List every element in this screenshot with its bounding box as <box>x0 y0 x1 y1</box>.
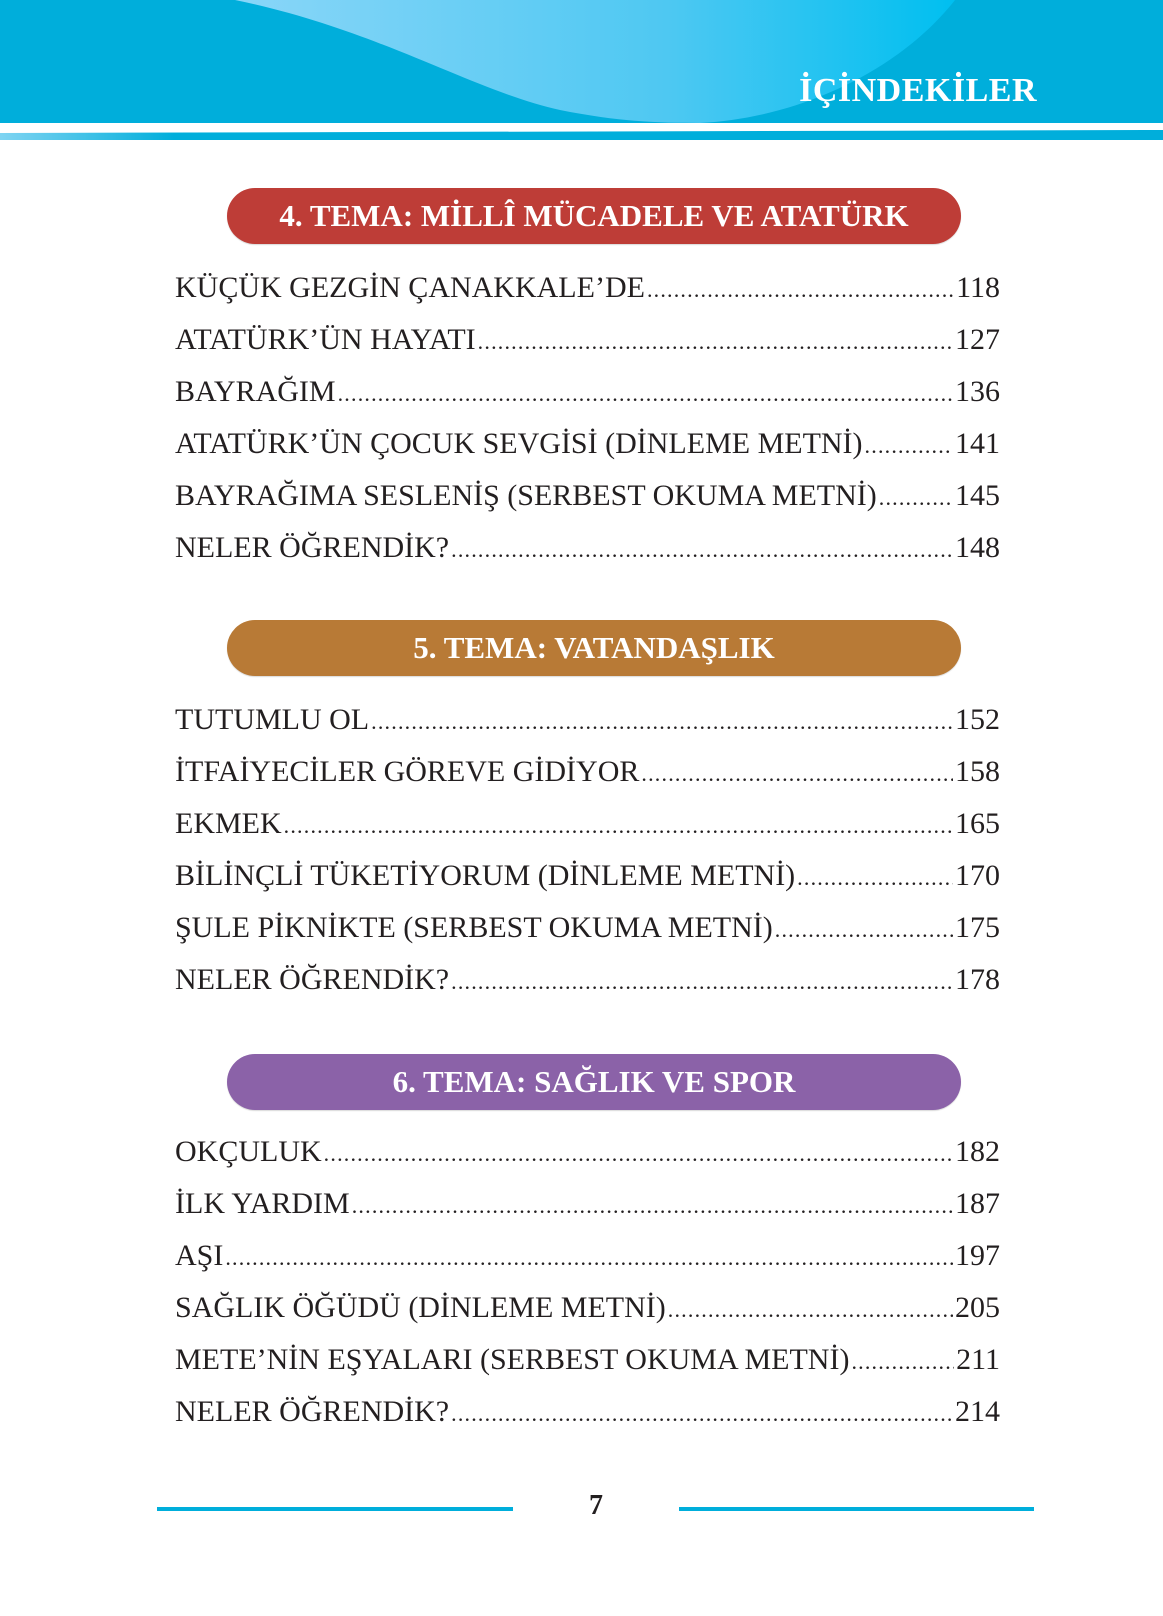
entry-page: 211 <box>956 1343 1000 1376</box>
theme-5-header: 5. TEMA: VATANDAŞLIK <box>227 620 961 676</box>
dot-leader <box>225 1238 953 1278</box>
entry-page: 197 <box>955 1239 1000 1272</box>
entry-page: 178 <box>955 963 1000 996</box>
theme-4-header: 4. TEMA: MİLLÎ MÜCADELE VE ATATÜRK <box>227 188 961 244</box>
theme-6-header: 6. TEMA: SAĞLIK VE SPOR <box>227 1054 961 1110</box>
dot-leader <box>641 754 953 794</box>
toc-entry[interactable] <box>175 1340 1000 1380</box>
dot-leader <box>284 806 953 846</box>
toc-entry[interactable] <box>175 476 1000 516</box>
entry-title: BAYRAĞIMA SESLENİŞ (SERBEST OKUMA METNİ) <box>175 479 877 512</box>
dot-leader <box>775 910 953 950</box>
dot-leader <box>865 426 953 466</box>
entry-page: 127 <box>955 323 1000 356</box>
dot-leader <box>797 858 953 898</box>
page-title: İÇİNDEKİLER <box>799 72 1037 109</box>
entry-title: BAYRAĞIM <box>175 375 336 408</box>
toc-entry[interactable] <box>175 1288 1000 1328</box>
entry-page: 148 <box>955 531 1000 564</box>
dot-leader <box>324 1134 953 1174</box>
toc-entry[interactable] <box>175 960 1000 1000</box>
toc-entry[interactable] <box>175 856 1000 896</box>
entry-page: 187 <box>955 1187 1000 1220</box>
dot-leader <box>451 530 953 570</box>
footer-rule-right <box>679 1507 1034 1511</box>
entry-page: 141 <box>955 427 1000 460</box>
entry-title: TUTUMLU OL <box>175 703 370 736</box>
toc-entry[interactable] <box>175 268 1000 308</box>
dot-leader <box>851 1342 954 1382</box>
toc-entry[interactable] <box>175 424 1000 464</box>
entry-title: İTFAİYECİLER GÖREVE GİDİYOR <box>175 755 640 788</box>
toc-entry[interactable] <box>175 320 1000 360</box>
entry-title: SAĞLIK ÖĞÜDÜ (DİNLEME METNİ) <box>175 1291 666 1324</box>
entry-page: 118 <box>956 271 1000 304</box>
dot-leader <box>451 1394 953 1434</box>
toc-entry[interactable] <box>175 372 1000 412</box>
entry-page: 152 <box>955 703 1000 736</box>
entry-title: OKÇULUK <box>175 1135 322 1168</box>
toc-entry[interactable] <box>175 752 1000 792</box>
dot-leader <box>338 374 953 414</box>
toc-entry[interactable] <box>175 700 1000 740</box>
dot-leader <box>371 702 953 742</box>
dot-leader <box>668 1290 953 1330</box>
dot-leader <box>451 962 953 1002</box>
entry-page: 182 <box>955 1135 1000 1168</box>
entry-page: 214 <box>955 1395 1000 1428</box>
entry-title: ATATÜRK’ÜN HAYATI <box>175 323 476 356</box>
entry-title: EKMEK <box>175 807 282 840</box>
entry-page: 170 <box>955 859 1000 892</box>
dot-leader <box>478 322 953 362</box>
entry-page: 175 <box>955 911 1000 944</box>
entry-title: NELER ÖĞRENDİK? <box>175 1395 450 1428</box>
entry-page: 136 <box>955 375 1000 408</box>
entry-title: ŞULE PİKNİKTE (SERBEST OKUMA METNİ) <box>175 911 773 944</box>
entry-title: ATATÜRK’ÜN ÇOCUK SEVGİSİ (DİNLEME METNİ) <box>175 427 863 460</box>
toc-entry[interactable] <box>175 1236 1000 1276</box>
page-number: 7 <box>589 1490 603 1521</box>
entry-page: 145 <box>955 479 1000 512</box>
entry-title: AŞI <box>175 1239 224 1272</box>
toc-entry[interactable] <box>175 1132 1000 1172</box>
dot-leader <box>879 478 953 518</box>
header-banner <box>0 0 1163 145</box>
entry-title: BİLİNÇLİ TÜKETİYORUM (DİNLEME METNİ) <box>175 859 796 892</box>
entry-title: NELER ÖĞRENDİK? <box>175 963 450 996</box>
dot-leader <box>352 1186 953 1226</box>
entry-title: KÜÇÜK GEZGİN ÇANAKKALE’DE <box>175 271 645 304</box>
entry-page: 158 <box>955 755 1000 788</box>
entry-page: 165 <box>955 807 1000 840</box>
toc-entry[interactable] <box>175 1184 1000 1224</box>
toc-entry[interactable] <box>175 908 1000 948</box>
dot-leader <box>647 270 954 310</box>
entry-page: 205 <box>955 1291 1000 1324</box>
toc-entry[interactable] <box>175 804 1000 844</box>
entry-title: İLK YARDIM <box>175 1187 350 1220</box>
entry-title: METE’NİN EŞYALARI (SERBEST OKUMA METNİ) <box>175 1343 850 1376</box>
footer-rule-left <box>157 1507 513 1511</box>
entry-title: NELER ÖĞRENDİK? <box>175 531 450 564</box>
toc-entry[interactable] <box>175 1392 1000 1432</box>
toc-entry[interactable] <box>175 528 1000 568</box>
